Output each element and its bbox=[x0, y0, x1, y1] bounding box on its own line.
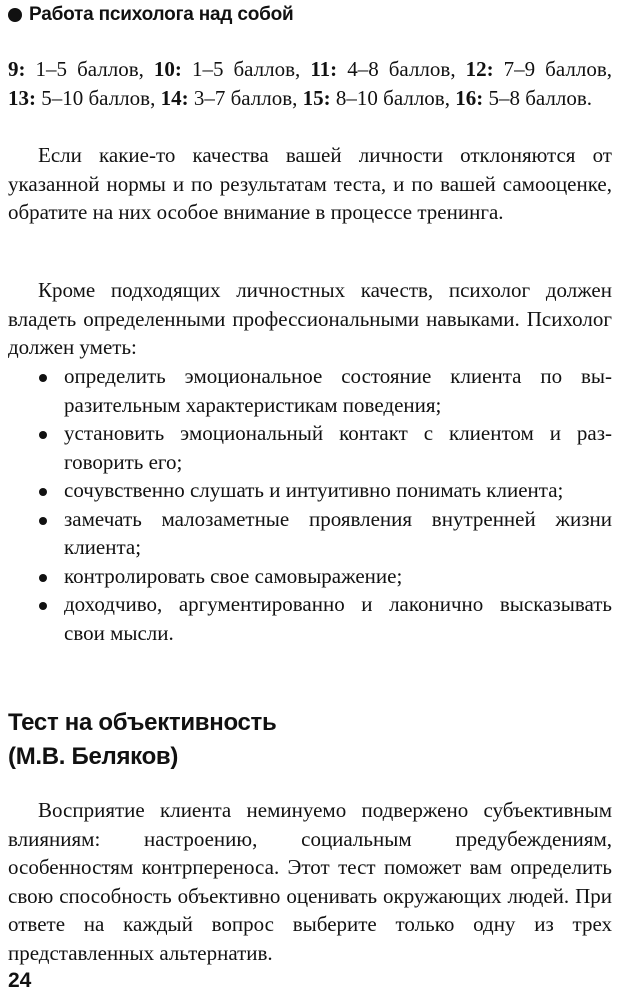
bullet-icon bbox=[39, 431, 47, 439]
section-title-author: (М.В. Беляков) bbox=[8, 743, 179, 770]
bullet-icon bbox=[39, 602, 47, 610]
paragraph-self-assessment: Если какие-то качества вашей личности отклоняются от указанной нормы и по результатам теста, и по вашей самооценке, обратите на них особое внимание в процессе тренинга. bbox=[8, 143, 612, 224]
book-page bbox=[8, 0, 612, 1001]
page-number: 24 bbox=[8, 969, 32, 992]
score-item: 11: 4–8 баллов, bbox=[310, 57, 456, 81]
list-item: замечать малозаметные проявления внутренней жизни клиента; bbox=[8, 505, 612, 562]
section-title-line: Тест на объективность bbox=[8, 709, 277, 736]
score-item: 16: 5–8 баллов. bbox=[455, 85, 593, 110]
list-item: контролировать свое самовыражение; bbox=[8, 562, 612, 591]
list-item: установить эмоциональный контакт с клиентом и разговорить его; bbox=[8, 419, 612, 476]
bullet-icon bbox=[39, 574, 47, 582]
running-head-title: Работа психолога над собой bbox=[29, 4, 294, 25]
paragraph-test-intro: Восприятие клиента неминуемо подвержено субъективным влияниям: настроению, социальным предубеждениям, особенностям контрпереноса. Этот тест поможет вам определить свою способность объективно оценивать окружающих людей. При ответе на каждый вопрос выберите только одну из трех представленных альтернатив. bbox=[8, 798, 612, 965]
running-head bbox=[8, 4, 294, 26]
score-item: 9: 1–5 баллов, bbox=[8, 57, 144, 81]
bullet-icon bbox=[39, 488, 47, 496]
skills-list bbox=[8, 362, 612, 647]
score-item: 13: 5–10 баллов, bbox=[8, 85, 156, 110]
bullet-icon bbox=[39, 374, 47, 382]
list-item: доходчиво, аргументированно и лаконично высказывать свои мысли. bbox=[8, 590, 612, 647]
bullet-icon bbox=[39, 517, 47, 525]
paragraph-skills-intro: Кроме подходящих личностных качеств, психолог должен владеть определенными профессиональными навыками. Психолог должен уметь: bbox=[8, 278, 612, 359]
bullet-icon bbox=[8, 8, 22, 22]
score-item: 10: 1–5 баллов, bbox=[153, 57, 301, 81]
list-item: сочувственно слушать и интуитивно понимать клиента; bbox=[8, 476, 612, 505]
section-title bbox=[8, 706, 276, 774]
score-ranges bbox=[8, 55, 612, 112]
score-item: 12: 7–9 баллов, bbox=[465, 57, 612, 81]
list-item: определить эмоциональное состояние клиента по выразительным характеристикам поведения; bbox=[8, 362, 612, 419]
score-item: 15: 8–10 баллов, bbox=[302, 85, 450, 110]
score-item: 14: 3–7 баллов, bbox=[160, 85, 298, 110]
